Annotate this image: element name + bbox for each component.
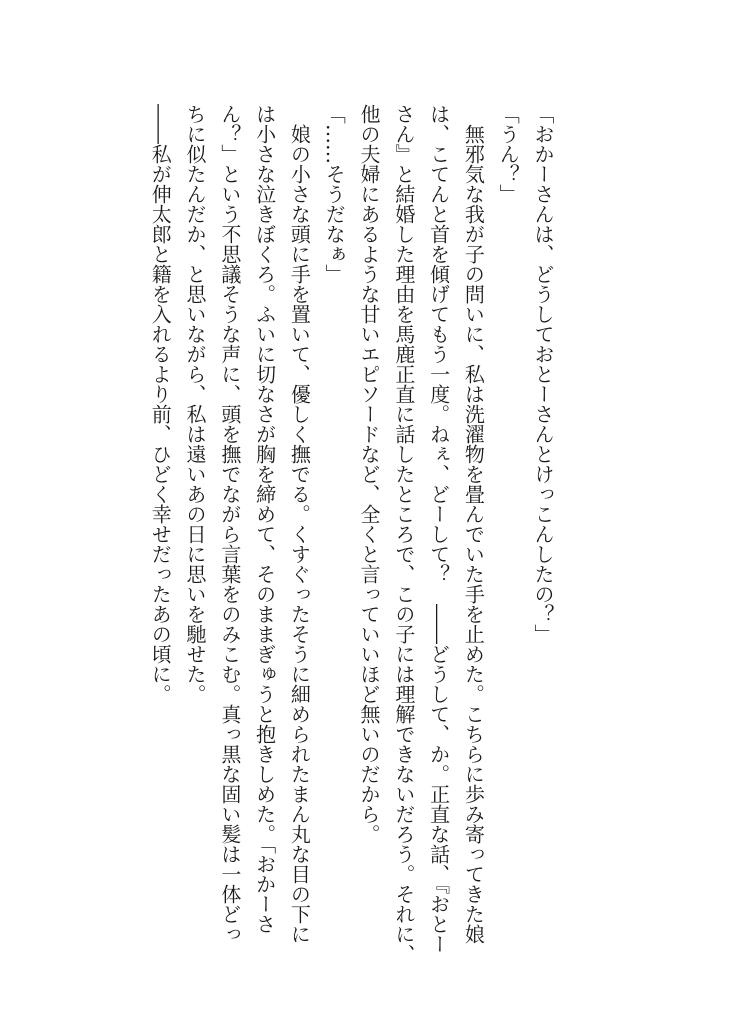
text-line-8: 娘の小さな頭に手を置いて、優しく撫でる。くすぐったそうに細められたまん丸な目の下に <box>287 124 312 944</box>
text-line-11: ちに似たんだか、と思いながら、私は遠いあの日に思いを馳せた。 <box>183 104 208 704</box>
text-line-3: 無邪気な我が子の問いに、私は洗濯物を畳んでいた手を止めた。こちらに歩み寄ってきた娘 <box>461 124 486 944</box>
text-line-10: ん？」という不思議そうな声に、頭を撫でながら言葉をのみこむ。真っ黒な固い髪は一体どっ <box>217 104 242 944</box>
text-line-5: さん』と結婚した理由を馬鹿正直に話したところで、この子には理解できないだろう。それに、 <box>391 104 416 964</box>
text-line-12: ――私が伸太郎と籍を入れるより前、ひどく幸せだったあの頃に。 <box>148 104 173 704</box>
text-line-2: 「うん？」 <box>496 104 521 204</box>
text-line-9: は小さな泣きぼくろ。ふいに切なさが胸を締めて、そのままぎゅうと抱きしめた。「おかーさ <box>252 104 277 934</box>
text-line-1: 「おかーさんは、どうしておとーさんとけっこんしたの？」 <box>531 104 555 644</box>
text-line-7: 「……そうだなぁ」 <box>322 104 347 284</box>
text-line-4: は、こてんと首を傾げてもう一度。ねぇ、どーして？ ――どうして、か。正直な話、『おとー <box>426 104 451 954</box>
text-line-6: 他の夫婦にあるような甘いエピソードなど、全くと言っていいほど無いのだから。 <box>357 104 382 844</box>
vertical-text-body <box>142 104 560 984</box>
